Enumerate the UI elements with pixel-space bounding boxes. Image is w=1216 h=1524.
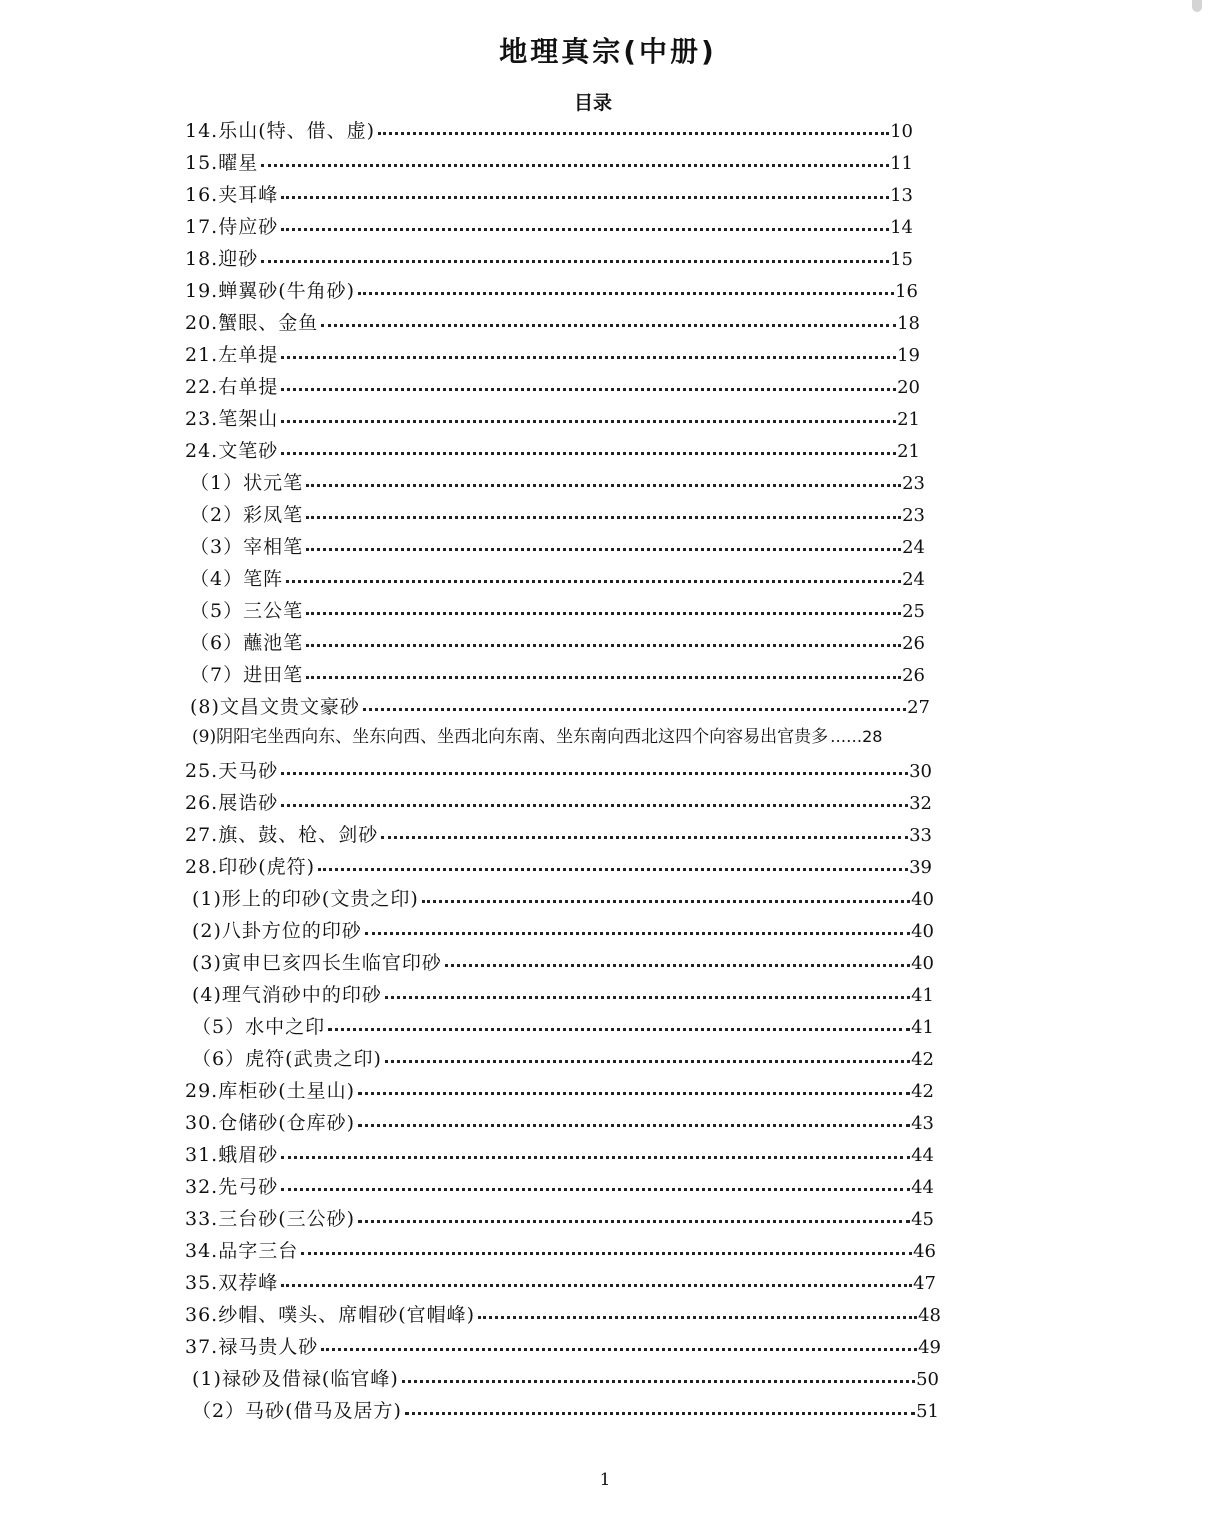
- toc-entry-label: （5）三公笔: [190, 600, 304, 622]
- toc-entry[interactable]: [190, 692, 930, 722]
- dot-leader: [261, 164, 889, 167]
- dot-leader: [318, 868, 908, 871]
- toc-heading: 目录: [573, 92, 612, 114]
- dot-leader: [358, 1124, 910, 1127]
- toc-entry[interactable]: [190, 500, 925, 530]
- toc-entry[interactable]: [190, 468, 925, 498]
- toc-entry-label: 26.展诰砂: [185, 792, 279, 814]
- toc-entry-label: （3）宰相笔: [190, 536, 304, 558]
- toc-entry-label: 29.库柜砂(土星山): [185, 1080, 356, 1102]
- dot-leader: [385, 996, 910, 999]
- toc-entry-page: 33: [909, 825, 932, 846]
- toc-entry-label: （6）蘸池笔: [190, 632, 304, 654]
- toc-entry[interactable]: [185, 276, 918, 306]
- dot-leader: [281, 1188, 910, 1191]
- toc-entry[interactable]: [185, 1300, 941, 1330]
- document-title: 地理真宗(中册): [499, 35, 717, 68]
- toc-entry-label: 25.天马砂: [185, 760, 279, 782]
- dot-leader: [281, 1284, 912, 1287]
- toc-entry-label: (3)寅申巳亥四长生临官印砂: [192, 952, 442, 974]
- toc-entry[interactable]: [192, 916, 934, 946]
- toc-entry[interactable]: [185, 1268, 936, 1298]
- toc-entry-page: 24: [902, 537, 925, 558]
- dot-leader: [301, 1252, 912, 1255]
- toc-entry-page: 21: [897, 441, 920, 462]
- toc-entry-label: 24.文笔砂: [185, 440, 279, 462]
- toc-entry[interactable]: [192, 980, 934, 1010]
- toc-entry-page: 32: [909, 793, 932, 814]
- toc-entry-label: (1)禄砂及借禄(临官峰): [192, 1368, 399, 1390]
- toc-entry-label: （2）马砂(借马及居方): [192, 1400, 402, 1422]
- toc-entry-label: 18.迎砂: [185, 248, 259, 270]
- toc-entry-label: （4）笔阵: [190, 568, 284, 590]
- toc-entry-page: 25: [902, 601, 925, 622]
- toc-entry-label: 33.三台砂(三公砂): [185, 1208, 356, 1230]
- toc-entry[interactable]: [192, 948, 934, 978]
- scrollbar-thumb[interactable]: [1192, 0, 1202, 12]
- toc-entry-page: 41: [911, 985, 934, 1006]
- dot-leader: [321, 324, 896, 327]
- toc-entry[interactable]: [185, 212, 913, 242]
- toc-entry-page: 19: [897, 345, 920, 366]
- toc-entry-page: 42: [911, 1049, 934, 1070]
- toc-entry-page: 23: [902, 473, 925, 494]
- toc-entry[interactable]: [185, 308, 920, 338]
- dot-leader: [358, 1220, 910, 1223]
- toc-entry-page: 50: [916, 1369, 939, 1390]
- dot-leader: [281, 772, 908, 775]
- toc-entry-label: （7）进田笔: [190, 664, 304, 686]
- toc-entry-page: 27: [907, 697, 930, 718]
- toc-entry[interactable]: [185, 340, 920, 370]
- dot-leader: [405, 1412, 915, 1415]
- toc-entry[interactable]: [192, 1364, 939, 1394]
- toc-entry[interactable]: [185, 788, 932, 818]
- ellipsis-leader: ……: [830, 727, 863, 746]
- toc-entry-label: 34.品字三台: [185, 1240, 299, 1262]
- table-of-contents: [0, 116, 1216, 1426]
- toc-entry-label: 35.双荐峰: [185, 1272, 279, 1294]
- toc-entry[interactable]: [185, 1140, 934, 1170]
- toc-entry-page: 23: [902, 505, 925, 526]
- toc-entry[interactable]: [185, 1204, 934, 1234]
- toc-entry-page: 26: [902, 633, 925, 654]
- toc-entry-page: 15: [890, 249, 913, 270]
- toc-entry-label: 37.禄马贵人砂: [185, 1336, 319, 1358]
- toc-entry-page: 46: [913, 1241, 936, 1262]
- toc-entry[interactable]: [192, 1044, 934, 1074]
- toc-entry-page: 45: [911, 1209, 934, 1230]
- toc-entry-label: 14.乐山(特、借、虚): [185, 120, 376, 142]
- toc-entry-label: 28.印砂(虎符): [185, 856, 316, 878]
- toc-entry-label: 20.蟹眼、金鱼: [185, 312, 319, 334]
- toc-entry-page: 16: [895, 281, 918, 302]
- toc-entry-page: 24: [902, 569, 925, 590]
- dot-leader: [365, 932, 910, 935]
- toc-entry-label: 30.仓储砂(仓库砂): [185, 1112, 356, 1134]
- toc-entry[interactable]: [185, 116, 913, 146]
- toc-entry-page: 44: [911, 1177, 934, 1198]
- toc-entry-label: 31.蛾眉砂: [185, 1144, 279, 1166]
- toc-entry-page: 41: [911, 1017, 934, 1038]
- dot-leader: [281, 196, 889, 199]
- toc-entry[interactable]: [185, 436, 920, 466]
- dot-leader: [281, 804, 908, 807]
- toc-entry-label: 21.左单提: [185, 344, 279, 366]
- dot-leader: [363, 708, 906, 711]
- toc-entry-label: 15.曜星: [185, 152, 259, 174]
- toc-entry-label: 32.先弓砂: [185, 1176, 279, 1198]
- toc-entry[interactable]: [185, 1236, 936, 1266]
- dot-leader: [478, 1316, 917, 1319]
- toc-entry[interactable]: [185, 1172, 934, 1202]
- toc-entry[interactable]: [190, 532, 925, 562]
- toc-entry-label: (4)理气消砂中的印砂: [192, 984, 382, 1006]
- toc-entry-label: (9)阴阳宅坐西向东、坐东向西、坐西北向东南、坐东南向西北这四个向容易出官贵多: [192, 727, 829, 747]
- toc-entry-page: 13: [890, 185, 913, 206]
- dot-leader: [281, 420, 896, 423]
- toc-entry-label: 16.夹耳峰: [185, 184, 279, 206]
- toc-entry-page: 51: [916, 1401, 939, 1422]
- toc-entry-page: 20: [897, 377, 920, 398]
- toc-entry-label: (8)文昌文贵文豪砂: [190, 696, 360, 718]
- dot-leader: [306, 548, 901, 551]
- toc-entry[interactable]: [190, 660, 925, 690]
- page-number: 1: [599, 1470, 611, 1490]
- dot-leader: [328, 1028, 910, 1031]
- toc-entry-label: 36.纱帽、噗头、席帽砂(官帽峰): [185, 1304, 476, 1326]
- toc-entry-label: （6）虎符(武贵之印): [192, 1048, 382, 1070]
- toc-entry-page: 40: [911, 921, 934, 942]
- toc-entry-page: 48: [918, 1305, 941, 1326]
- toc-entry-page: 11: [890, 153, 913, 174]
- toc-entry-page: 43: [911, 1113, 934, 1134]
- toc-entry[interactable]: [190, 628, 925, 658]
- toc-entry-label: （2）彩凤笔: [190, 504, 304, 526]
- toc-entry-page: 49: [918, 1337, 941, 1358]
- dot-leader: [402, 1380, 915, 1383]
- toc-entry-label: 19.蝉翼砂(牛角砂): [185, 280, 356, 302]
- dot-leader: [306, 644, 901, 647]
- toc-entry-label: 22.右单提: [185, 376, 279, 398]
- toc-entry[interactable]: [192, 722, 1012, 752]
- toc-entry[interactable]: [185, 852, 932, 882]
- dot-leader: [261, 260, 889, 263]
- toc-entry-page: 39: [909, 857, 932, 878]
- toc-entry-page: 21: [897, 409, 920, 430]
- toc-entry-page: 28: [862, 727, 883, 746]
- dot-leader: [281, 228, 889, 231]
- toc-entry[interactable]: [192, 1396, 939, 1426]
- dot-leader: [281, 388, 896, 391]
- dot-leader: [281, 452, 896, 455]
- dot-leader: [281, 356, 896, 359]
- toc-entry-label: （1）状元笔: [190, 472, 304, 494]
- dot-leader: [306, 612, 901, 615]
- dot-leader: [445, 964, 910, 967]
- toc-entry[interactable]: [185, 1076, 934, 1106]
- toc-entry-page: 47: [913, 1273, 936, 1294]
- toc-entry[interactable]: [185, 180, 913, 210]
- toc-entry-label: 17.侍应砂: [185, 216, 279, 238]
- toc-entry-page: 26: [902, 665, 925, 686]
- toc-entry[interactable]: [185, 244, 913, 274]
- dot-leader: [385, 1060, 910, 1063]
- toc-entry[interactable]: [190, 564, 925, 594]
- toc-entry[interactable]: [185, 1108, 934, 1138]
- toc-entry-page: 44: [911, 1145, 934, 1166]
- toc-entry[interactable]: [190, 596, 925, 626]
- dot-leader: [358, 1092, 910, 1095]
- dot-leader: [306, 484, 901, 487]
- toc-entry[interactable]: [185, 404, 920, 434]
- toc-entry-label: （5）水中之印: [192, 1016, 326, 1038]
- toc-entry-page: 42: [911, 1081, 934, 1102]
- dot-leader: [306, 676, 901, 679]
- toc-entry[interactable]: [192, 884, 934, 914]
- toc-entry[interactable]: [185, 372, 920, 402]
- toc-entry-page: 30: [909, 761, 932, 782]
- toc-entry-page: 10: [890, 121, 913, 142]
- toc-entry-label: 23.笔架山: [185, 408, 279, 430]
- dot-leader: [281, 1156, 910, 1159]
- toc-entry-page: 14: [890, 217, 913, 238]
- dot-leader: [378, 132, 889, 135]
- toc-entry-page: 40: [911, 889, 934, 910]
- dot-leader: [286, 580, 901, 583]
- dot-leader: [358, 292, 894, 295]
- toc-entry[interactable]: [185, 820, 932, 850]
- dot-leader: [381, 836, 908, 839]
- toc-entry-label: (2)八卦方位的印砂: [192, 920, 362, 942]
- toc-entry[interactable]: [185, 756, 932, 786]
- dot-leader: [306, 516, 901, 519]
- toc-entry-label: 27.旗、鼓、枪、剑砂: [185, 824, 379, 846]
- toc-entry[interactable]: [185, 1332, 941, 1362]
- toc-entry-page: 18: [897, 313, 920, 334]
- toc-entry[interactable]: [185, 148, 913, 178]
- dot-leader: [422, 900, 910, 903]
- toc-entry-page: 40: [911, 953, 934, 974]
- toc-entry[interactable]: [192, 1012, 934, 1042]
- toc-entry-label: (1)形上的印砂(文贵之印): [192, 888, 419, 910]
- dot-leader: [321, 1348, 917, 1351]
